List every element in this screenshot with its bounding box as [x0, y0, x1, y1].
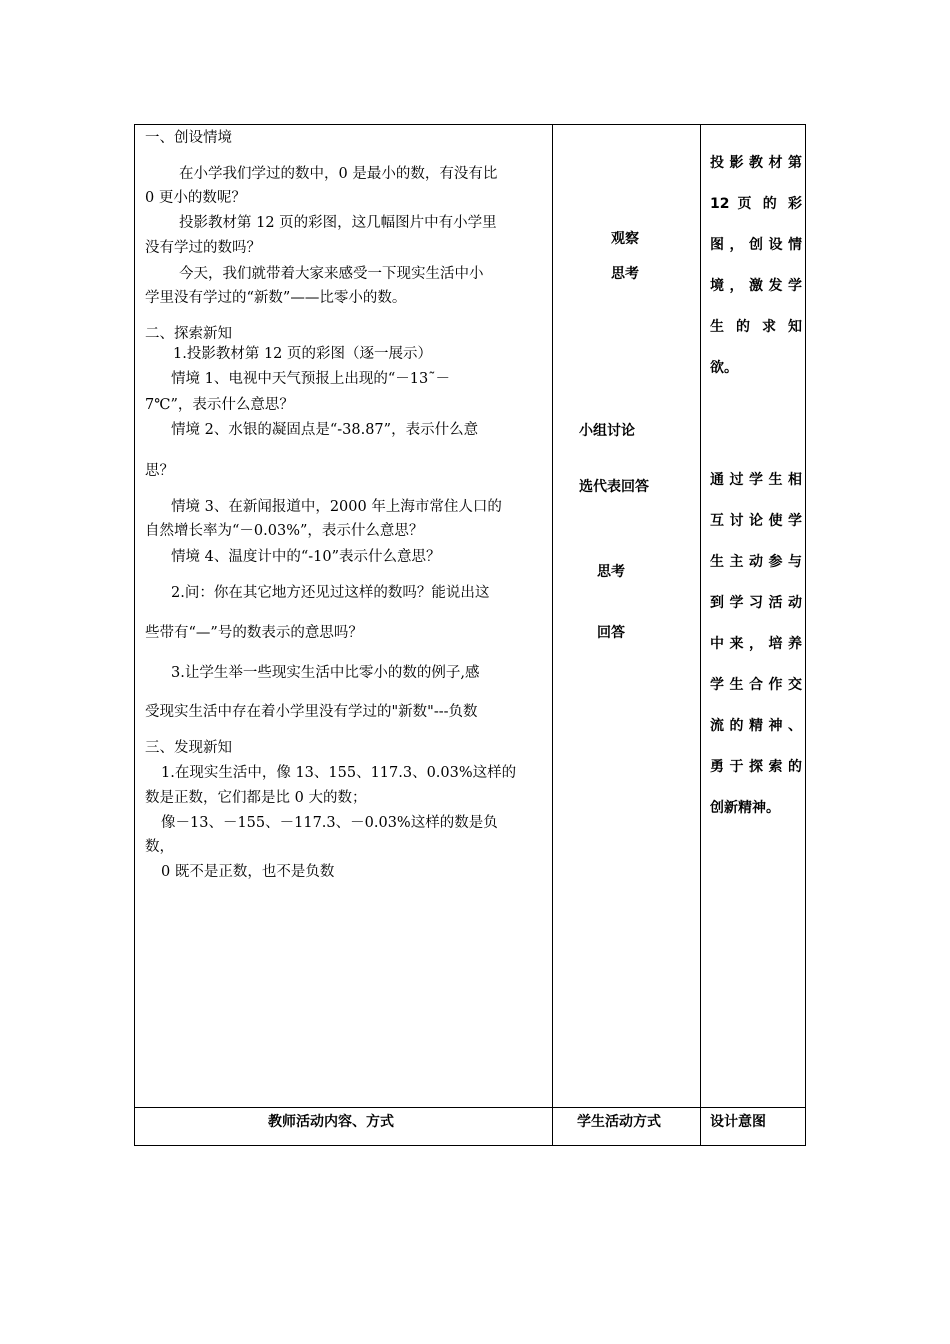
- design-intent-line: 欲。: [710, 360, 738, 376]
- paragraph-line: 情境 3、在新闻报道中，2000 年上海市常住人口的: [171, 499, 502, 515]
- paragraph-line: 1.在现实生活中，像 13、155、117.3、0.03%这样的: [161, 765, 517, 781]
- design-intent-line: 投影教材第: [710, 155, 802, 171]
- footer-design-label: 设计意图: [710, 1114, 766, 1130]
- paragraph-line: 些带有“—”号的数表示的意思吗？: [145, 625, 363, 641]
- paragraph-line: 情境 1、电视中天气预报上出现的“－13˜－: [171, 371, 450, 387]
- section-heading: 一、创设情境: [145, 130, 232, 146]
- design-intent-line: 生主动参与: [710, 554, 802, 570]
- paragraph-line: 情境 4、温度计中的“-10”表示什么意思？: [171, 549, 441, 565]
- paragraph-line: 学里没有学过的“新数”——比零小的数。: [145, 290, 407, 306]
- design-intent-line: 勇于探索的: [710, 759, 802, 775]
- design-intent-line: 到学习活动: [710, 595, 802, 611]
- paragraph-line: 受现实生活中存在着小学里没有学过的"新数"---负数: [145, 704, 478, 720]
- paragraph-line: 0 更小的数呢？: [145, 190, 246, 206]
- paragraph-line: 数是正数，它们都是比 0 大的数；: [145, 790, 367, 806]
- paragraph-line: 自然增长率为“－0.03%”，表示什么意思？: [145, 523, 424, 539]
- design-intent-block-1: [710, 143, 802, 389]
- design-intent-line: 学生合作交: [710, 677, 802, 693]
- paragraph-line: 在小学我们学过的数中，0 是最小的数，有没有比: [179, 166, 498, 182]
- paragraph-line: 像－13、－155、－117.3、－0.03%这样的数是负: [161, 815, 498, 831]
- design-intent-line: 中来，培养: [710, 636, 802, 652]
- paragraph-line: 情境 2、水银的凝固点是“-38.87”，表示什么意: [171, 422, 479, 438]
- student-activity-item: 小组讨论: [579, 423, 635, 439]
- footer-teacher-label: 教师活动内容、方式: [268, 1114, 394, 1130]
- design-intent-line: 生 的 求 知: [710, 319, 802, 335]
- paragraph-line: 思？: [145, 463, 174, 479]
- design-intent-line: 创新精神。: [710, 800, 780, 816]
- footer-divider: [135, 1107, 805, 1108]
- lesson-plan-table: [134, 124, 806, 1146]
- paragraph-line: 1.投影教材第 12 页的彩图（逐一展示）: [173, 346, 433, 362]
- paragraph-line: 投影教材第 12 页的彩图，这几幅图片中有小学里: [179, 215, 497, 231]
- design-intent-line: 互讨论使学: [710, 513, 802, 529]
- design-intent-line: 流的精神、: [710, 718, 802, 734]
- paragraph-line: 3.让学生举一些现实生活中比零小的数的例子,感: [171, 665, 480, 681]
- section-heading: 三、发现新知: [145, 740, 232, 756]
- student-activity-item: 观察: [611, 231, 639, 247]
- paragraph-line: 没有学过的数吗？: [145, 240, 261, 256]
- paragraph-line: 今天，我们就带着大家来感受一下现实生活中小: [179, 266, 484, 282]
- student-activity-item: 思考: [597, 564, 625, 580]
- design-intent-line: 12 页 的 彩: [710, 196, 802, 212]
- footer-student-label: 学生活动方式: [577, 1114, 661, 1130]
- design-intent-line: 境，激发学: [710, 278, 802, 294]
- section-heading: 二、探索新知: [145, 326, 232, 342]
- column-divider-2: [700, 125, 701, 1145]
- design-intent-line: 图，创设情: [710, 237, 802, 253]
- design-intent-block-2: [710, 460, 802, 829]
- student-activity-item: 回答: [597, 625, 625, 641]
- column-divider-1: [552, 125, 553, 1145]
- paragraph-line: 0 既不是正数，也不是负数: [161, 864, 335, 880]
- paragraph-line: 数，: [145, 839, 174, 855]
- design-intent-line: 通过学生相: [710, 472, 802, 488]
- student-activity-item: 思考: [611, 266, 639, 282]
- paragraph-line: 7℃”，表示什么意思？: [145, 397, 294, 413]
- student-activity-item: 选代表回答: [579, 479, 649, 495]
- paragraph-line: 2.问：你在其它地方还见过这样的数吗？能说出这: [171, 585, 490, 601]
